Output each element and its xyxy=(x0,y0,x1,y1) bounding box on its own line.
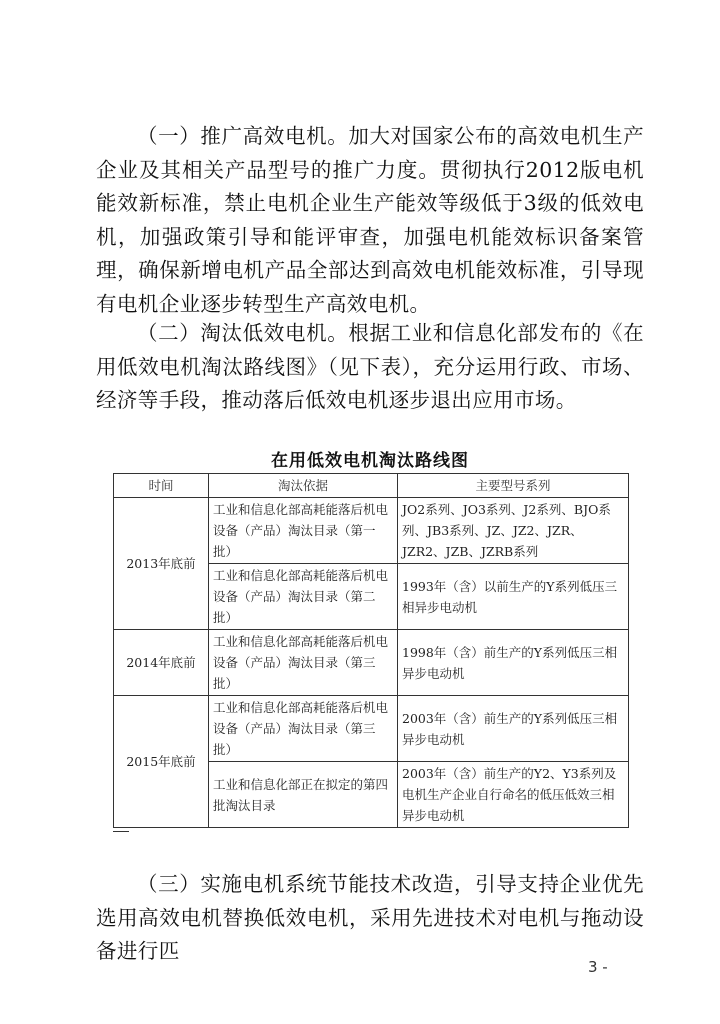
header-basis: 淘汰依据 xyxy=(209,474,398,498)
table-header-row xyxy=(114,474,629,498)
header-models: 主要型号系列 xyxy=(398,474,629,498)
paragraph-energy-saving-retrofit: （三）实施电机系统节能技术改造，引导支持企业优先选用高效电机替换低效电机，采用先进技术对电机与拖动设备进行匹 xyxy=(96,872,644,963)
paragraph-eliminate-inefficient-motors: （二）淘汰低效电机。根据工业和信息化部发布的《在用低效电机淘汰路线图》（见下表），充分运用行政、市场、经济等手段，推动落后低效电机逐步退出应用市场。 xyxy=(96,321,644,412)
time-cell-2015: 2015年底前 xyxy=(114,696,209,828)
time-cell-2014: 2014年底前 xyxy=(114,630,209,696)
time-cell-2013: 2013年底前 xyxy=(114,498,209,630)
paragraph-promote-efficient-motors: （一）推广高效电机。加大对国家公布的高效电机生产企业及其相关产品型号的推广力度。贯彻执行2012版电机能效新标准，禁止电机企业生产能效等级低于3级的低效电机，加强政策引导和能评审查，加强电机能效标识备案管理，确保新增电机产品全部达到高效电机能效标准，引导现有电机企业逐步转型生产高效电机。 xyxy=(96,124,644,316)
header-time: 时间 xyxy=(114,474,209,498)
models-cell: JO2系列、JO3系列、J2系列、BJO系列、JB3系列、JZ、JZ2、JZR、JZR2、JZB、JZRB系列 xyxy=(398,498,629,564)
basis-cell: 工业和信息化部高耗能落后机电设备（产品）淘汰目录（第二批） xyxy=(209,564,398,630)
page-number: 3 - xyxy=(588,958,608,976)
basis-cell: 工业和信息化部高耗能落后机电设备（产品）淘汰目录（第三批） xyxy=(209,696,398,762)
models-cell: 1993年（含）以前生产的Y系列低压三相异步电动机 xyxy=(398,564,629,630)
basis-cell: 工业和信息化部正在拟定的第四批淘汰目录 xyxy=(209,762,398,828)
table-bottom-left-rule xyxy=(113,831,129,832)
table-row xyxy=(114,498,629,564)
table-title: 在用低效电机淘汰路线图 xyxy=(271,451,469,471)
basis-cell: 工业和信息化部高耗能落后机电设备（产品）淘汰目录（第三批） xyxy=(209,630,398,696)
basis-cell: 工业和信息化部高耗能落后机电设备（产品）淘汰目录（第一批） xyxy=(209,498,398,564)
models-cell: 1998年（含）前生产的Y系列低压三相异步电动机 xyxy=(398,630,629,696)
elimination-roadmap-table xyxy=(113,473,629,828)
table-row xyxy=(114,696,629,762)
models-cell: 2003年（含）前生产的Y2、Y3系列及电机生产企业自行命名的低压低效三相异步电动机 xyxy=(398,762,629,828)
models-cell: 2003年（含）前生产的Y系列低压三相异步电动机 xyxy=(398,696,629,762)
table-row xyxy=(114,630,629,696)
